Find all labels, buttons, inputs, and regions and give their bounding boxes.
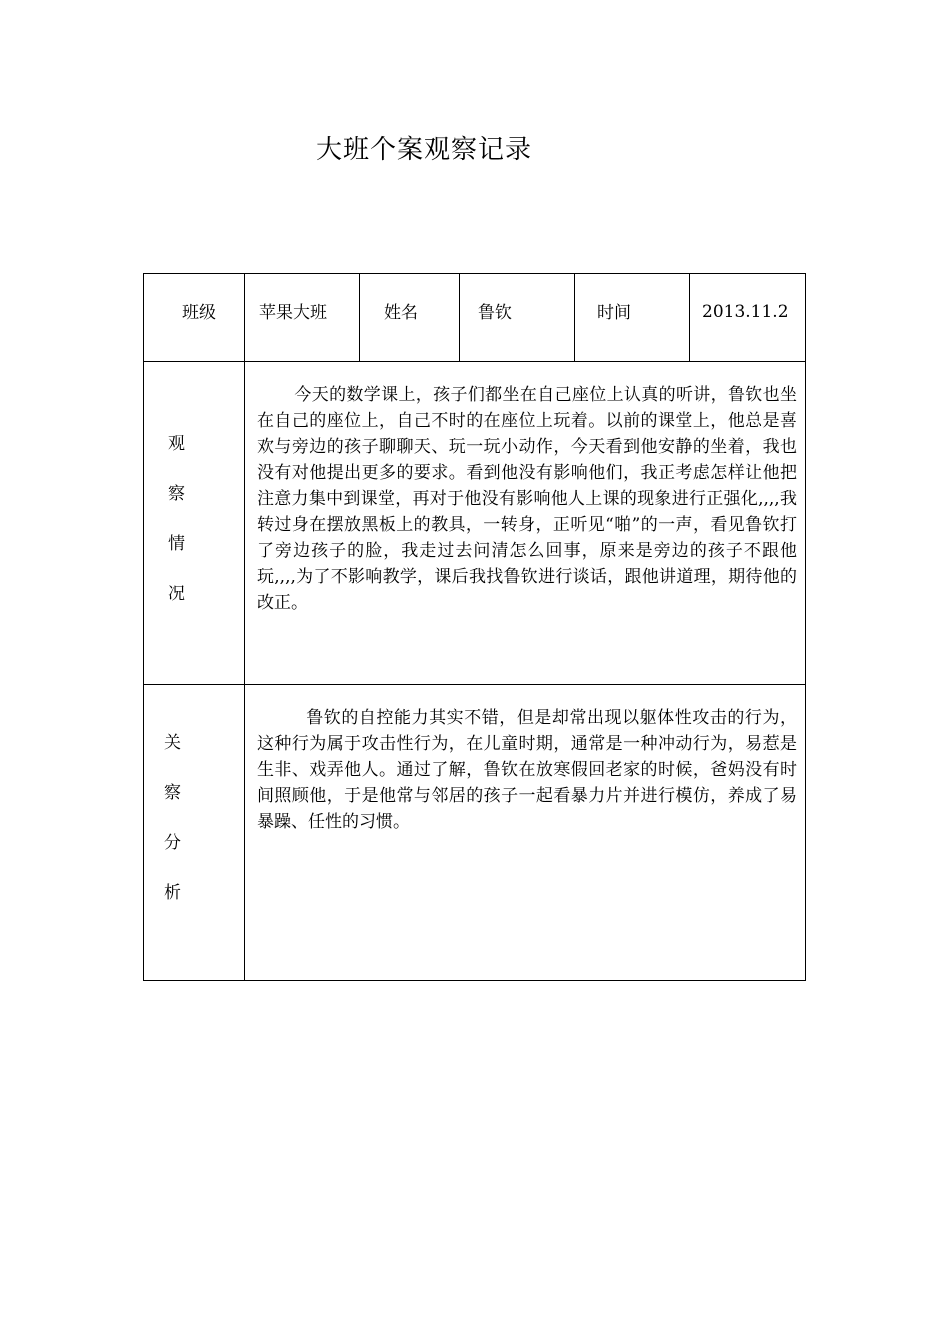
page-title: 大班个案观察记录: [316, 135, 533, 165]
analysis-content-cell: [245, 685, 806, 981]
analysis-label-char: 关: [164, 733, 181, 753]
header-row: [144, 274, 806, 362]
observation-row: [144, 362, 806, 685]
analysis-label-char: 分: [164, 833, 181, 853]
class-label: 班级: [182, 303, 216, 323]
analysis-label: [144, 685, 244, 931]
observation-label: [144, 362, 244, 632]
analysis-label-cell: [144, 685, 245, 981]
observation-label-char: 观: [168, 434, 185, 454]
observation-content-cell: [245, 362, 806, 685]
name-value: 鲁钦: [478, 303, 512, 323]
observation-label-char: 情: [168, 534, 185, 554]
analysis-label-char: 析: [164, 883, 181, 903]
analysis-text: 鲁钦的自控能力其实不错，但是却常出现以躯体性攻击的行为，这种行为属于攻击性行为，在儿童时期，通常是一种冲动行为，易惹是生非、戏弄他人。通过了解，鲁钦在放寒假回老家的时候，爸妈没有时间照顾他，于是他常与邻居的孩子一起看暴力片并进行模仿，养成了易暴躁、任性的习惯。: [257, 708, 797, 832]
time-value: 2013.11.2: [702, 302, 789, 322]
class-label-cell: [144, 274, 245, 362]
analysis-label-char: 察: [164, 783, 181, 803]
name-value-cell: [460, 274, 575, 362]
observation-text: 今天的数学课上，孩子们都坐在自己座位上认真的听讲，鲁钦也坐在自己的座位上，自己不时的在座位上玩着。以前的课堂上，他总是喜欢与旁边的孩子聊聊天、玩一玩小动作，今天看到他安静的坐着，我也没有对他提出更多的要求。看到他没有影响他们，我正考虑怎样让他把注意力集中到课堂，再对于他没有影响他人上课的现象进行正强化,,,,我转过身在摆放黑板上的教具，一转身，正听见“啪”的一声，看见鲁钦打了旁边孩子的脸，我走过去问清怎么回事，原来是旁边的孩子不跟他玩,,,,为了不影响教学，课后我找鲁钦进行谈话，跟他讲道理，期待他的改正。: [257, 385, 797, 613]
class-value-cell: [245, 274, 360, 362]
observation-label-cell: [144, 362, 245, 685]
name-label-cell: [360, 274, 460, 362]
observation-record-table: [143, 273, 806, 981]
time-label-cell: [575, 274, 690, 362]
observation-label-char: 况: [168, 584, 185, 604]
class-value: 苹果大班: [259, 303, 327, 323]
name-label: 姓名: [384, 303, 418, 323]
time-value-cell: [690, 274, 806, 362]
observation-label-char: 察: [168, 484, 185, 504]
time-label: 时间: [597, 303, 631, 323]
analysis-row: [144, 685, 806, 981]
